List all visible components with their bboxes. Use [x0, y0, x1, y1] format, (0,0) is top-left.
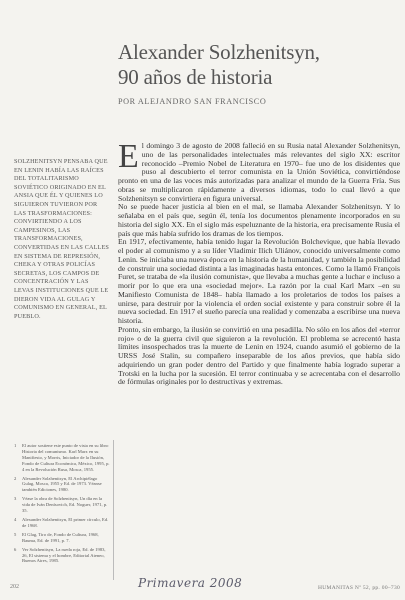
footnote-item [14, 443, 110, 473]
footnote-text: Ver Solzhenitsyn, La rueda roja, Ed. de 1983, 26, El sistema y el hombre, Editorial Ateneo, Buenos Aires, 1985. [22, 546, 106, 564]
title-line-1: Alexander Solzhenitsyn, [118, 40, 320, 64]
footnote-item [14, 532, 110, 544]
paragraph-4: Pronto, sin embargo, la ilusión se convirtió en una pesadilla. No sólo en los años del «terror rojo» o de la guerra civil que siguieron a la revolución. El problema se acrecentó hasta límites insospechados tras la muerte de Lenin en 1924, cuando asumió el gobierno de la URSS José Stalin, su compañero inseparable de los años previos, que había sido adquiriendo un gran poder dentro del Partido y que finalmente había logrado superar a Trotski en la lucha por la sucesión. El terror continuaba y se acrecentaba con el desarrollo de fórmulas originales por lo destructivas y extremas. [118, 324, 400, 387]
footnote-number: 6 [14, 546, 17, 552]
footnote-number: 5 [14, 531, 17, 537]
paragraph-2: No se puede hacer justicia al bien en el mal, se llamaba Alexander Solzhenitsyn. Y lo señalaba en el país que, según él, tenía los documentos plenamente incorporados en su historia del siglo XX. En el siglo más espeluznante de la historia, era precisamente Rusia el país que más había sufrido los dramas de los tiempos. [118, 202, 400, 238]
column-divider [113, 440, 114, 580]
footnote-item [14, 517, 110, 529]
page-number: 202 [10, 584, 19, 590]
article-body [118, 138, 400, 562]
footnote-text: El autor sostiene este punto de vista en su libro Historia del comunismo. Karl Marx en su Manifiesto, y Morris, Iniciador de la Ilusión, Fondo de Cultura Económica, México, 1995, p. 4 en la Revolución Rusa, Mosca, 1955. [22, 443, 110, 472]
article-title [118, 40, 400, 90]
byline: POR ALEJANDRO SAN FRANCISCO [118, 97, 267, 106]
footnote-item [14, 496, 110, 514]
paragraph-3: En 1917, efectivamente, había tenido lugar la Revolución Bolchevique, que había llevado el poder al comunismo y a su líder Vladimir Ilich Uliánov, conocido universalmente como Lenin. Se iniciaba una nueva época en la historia de la humanidad, y también la posibilidad de construir una sociedad distinta a las imaginadas hasta entonces. Como la llamó François Furet, se trataba de «la ilusión comunista», que llevaba a muchas gente a luchar e incluso a morir por lo que era una «sociedad mejor». La razón por la cual Karl Marx –en su Manifiesto Comunista de 1848– había llamado a los proletarios de todos los países a unirse, para destruir por la violencia el orden social existente y para construir sobre él la nueva sociedad. En 1917 el sueño parecía una realidad y comenzaba a escribirse una nueva historia. [118, 237, 400, 325]
footnote-text: El Glag, Tiro de, Fondo de Cultura, 1968, Bauma, Ed. de 1991, p. 7. [22, 531, 99, 543]
drop-cap: E [118, 138, 139, 175]
footnotes [14, 443, 110, 567]
footnote-item [14, 476, 110, 494]
footnote-number: 1 [14, 443, 17, 448]
title-line-2: 90 años de historia [118, 65, 273, 89]
footnote-number: 4 [14, 516, 17, 522]
footnote-number: 2 [14, 475, 17, 481]
handwritten-annotation: Primavera 2008 [138, 576, 243, 590]
footnote-item [14, 547, 110, 565]
footnote-text: Véase la obra de Solzhenitsyn, Un día en la vida de Iván Denísovich, Ed. Noguer, 1971, p. 35. [22, 496, 108, 514]
pull-quote: SOLZHENITSYN PENSABA QUE EN LENIN HABÍA LAS RAÍCES DEL TOTALITARISMO SOVIÉTICO ORIGINADO EN EL ANSIA QUE ÉL Y QUIENES LO SIGUIERON TUVIERON POR LAS TRASFORMACIONES: CONVIRTIENDO A LOS CAMPESINOS, LAS TRANSFORMACIONES, CONVERTIDAS EN LAS CALLES EN SISTEMA DE REPRESIÓN, CHEKA Y OTRAS POLICÍAS SECRETAS, LOS CAMPOS DE CONCENTRACIÓN Y LAS LEVAS INSTITUCIONES QUE LE DIERON VIDA AL GULAG Y COMUNISMO EN GENERAL, EL PUEBLO. [14, 158, 109, 320]
paragraph-1 [118, 138, 400, 203]
folio: HUMANITAS Nº 52, pp. 00–730 [318, 585, 401, 591]
paragraph-1-text: l domingo 3 de agosto de 2008 falleció en su Rusia natal Alexander Solzhenitsyn, uno de las personalidades intelectuales más relevantes del siglo XX: escritor reconocido –Premio Nobel de Literatura en 1970– fue uno de los disidentes que puso al descubierto el terror comunista en la Unión Soviética, convirtiéndose pronto en una de las voces más autorizadas para analizar el mundo de la Guerra Fría. Sus obras se multiplicaron rápidamente a diversos idiomas, todo lo cual llevó a que Solzhenitsyn se convirtiera en figura universal. [118, 141, 400, 203]
footnote-text: Alexander Solzhenitsyn, El Archipiélago Gulag, Mosca, 1955 y Ed. de 1973. Véanse también Ediciones, 1980. [22, 475, 102, 493]
footnote-number: 3 [14, 496, 17, 502]
footnote-text: Alexander Solzhenitsyn, El primer círculo, Ed. de 1968. [22, 516, 109, 528]
